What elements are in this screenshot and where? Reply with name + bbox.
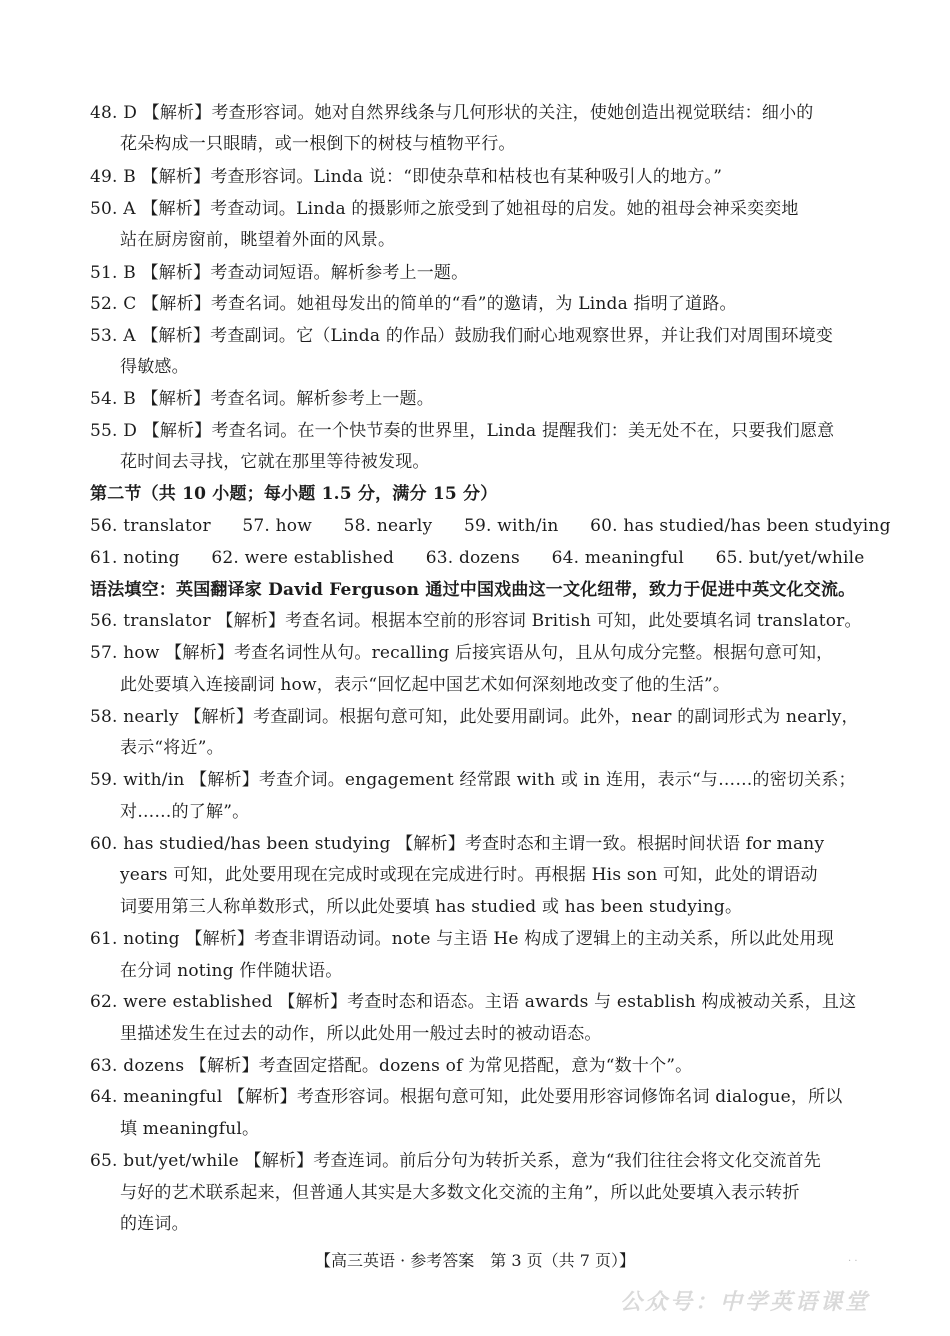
answer-65-short: 65. but/yet/while	[715, 548, 865, 568]
answer-55-line2: 花时间去寻找，它就在那里等待被发现。	[120, 452, 430, 472]
explanation-65-line3: 的连词。	[120, 1214, 189, 1234]
section-2-heading: 第二节（共 10 小题；每小题 1.5 分，满分 15 分）	[90, 484, 498, 504]
answer-52: 52. C 【解析】考查名词。她祖母发出的简单的“看”的邀请，为 Linda 指明了道路。	[90, 294, 737, 314]
answer-53-line2: 得敏感。	[120, 357, 189, 377]
explanation-64-line1: 64. meaningful 【解析】考查形容词。根据句意可知，此处要用形容词修饰名词 dialogue，所以	[90, 1087, 843, 1107]
answer-48-line1: 48. D 【解析】考查形容词。她对自然界线条与几何形状的关注，使她创造出视觉联结：细小的	[90, 103, 814, 123]
answer-64-short: 64. meaningful	[551, 548, 685, 568]
answers-row-1	[90, 515, 891, 537]
answer-50-line2: 站在厨房窗前，眺望着外面的风景。	[120, 230, 396, 250]
explanation-63: 63. dozens 【解析】考查固定搭配。dozens of 为常见搭配，意为“数十个”。	[90, 1056, 693, 1076]
answer-53-line1: 53. A 【解析】考查副词。它（Linda 的作品）鼓励我们耐心地观察世界，并让我们对周围环境变	[90, 326, 834, 346]
answer-55-line1: 55. D 【解析】考查名词。在一个快节奏的世界里，Linda 提醒我们：美无处不在，只要我们愿意	[90, 421, 835, 441]
explanation-58-line2: 表示“将近”。	[120, 738, 224, 758]
explanation-62-line2: 里描述发生在过去的动作，所以此处用一般过去时的被动语态。	[120, 1024, 602, 1044]
explanation-60-line2: years 可知，此处要用现在完成时或现在完成进行时。再根据 His son 可知，此处的谓语动	[120, 865, 818, 885]
footer-dots: · ·	[848, 1256, 858, 1267]
explanation-57-line1: 57. how 【解析】考查名词性从句。recalling 后接宾语从句，且从句成分完整。根据句意可知，	[90, 643, 834, 663]
answer-63-short: 63. dozens	[425, 548, 520, 568]
explanation-61-line1: 61. noting 【解析】考查非谓语动词。note 与主语 He 构成了逻辑上的主动关系，所以此处用现	[90, 929, 834, 949]
explanation-65-line1: 65. but/yet/while 【解析】考查连词。前后分句为转折关系，意为“我们往往会将文化交流首先	[90, 1151, 821, 1171]
answer-62-short: 62. were established	[211, 548, 395, 568]
watermark: 公众号：中学英语课堂	[619, 1290, 870, 1315]
explanation-65-line2: 与好的艺术联系起来，但普通人其实是大多数文化交流的主角”，所以此处要填入表示转折	[120, 1183, 800, 1203]
explanation-60-line3: 词要用第三人称单数形式，所以此处要填 has studied 或 has been studying。	[120, 897, 743, 917]
grammar-section-title: 语法填空：英国翻译家 David Ferguson 通过中国戏曲这一文化纽带，致力于促进中英文化交流。	[90, 580, 856, 600]
explanation-59-line1: 59. with/in 【解析】考查介词。engagement 经常跟 with 或 in 连用，表示“与……的密切关系；	[90, 770, 856, 790]
explanation-62-line1: 62. were established 【解析】考查时态和语态。主语 awards 与 establish 构成被动关系，且这	[90, 992, 857, 1012]
answer-58-short: 58. nearly	[343, 516, 433, 536]
answer-50-line1: 50. A 【解析】考查动词。Linda 的摄影师之旅受到了她祖母的启发。她的祖母会神采奕奕地	[90, 199, 799, 219]
explanation-59-line2: 对……的了解”。	[120, 802, 250, 822]
explanation-64-line2: 填 meaningful。	[120, 1119, 260, 1139]
answer-49: 49. B 【解析】考查形容词。Linda 说：“即使杂草和枯枝也有某种吸引人的地方。”	[90, 167, 723, 187]
explanation-58-line1: 58. nearly 【解析】考查副词。根据句意可知，此处要用副词。此外，near 的副词形式为 nearly，	[90, 707, 859, 727]
answer-60-short: 60. has studied/has been studying	[590, 516, 891, 536]
answer-54: 54. B 【解析】考查名词。解析参考上一题。	[90, 389, 434, 409]
answer-56-short: 56. translator	[90, 516, 211, 536]
answer-61-short: 61. noting	[90, 548, 180, 568]
answers-row-2	[90, 547, 870, 569]
explanation-57-line2: 此处要填入连接副词 how，表示“回忆起中国艺术如何深刻地改变了他的生活”。	[120, 675, 731, 695]
answer-48-line2: 花朵构成一只眼睛，或一根倒下的树枝与植物平行。	[120, 134, 516, 154]
answer-51: 51. B 【解析】考查动词短语。解析参考上一题。	[90, 263, 469, 283]
explanation-60-line1: 60. has studied/has been studying 【解析】考查时态和主谓一致。根据时间状语 for many	[90, 834, 825, 854]
explanation-61-line2: 在分词 noting 作伴随状语。	[120, 961, 343, 981]
answer-57-short: 57. how	[242, 516, 312, 536]
explanation-56: 56. translator 【解析】考查名词。根据本空前的形容词 British 可知，此处要填名词 translator。	[90, 611, 862, 631]
answer-59-short: 59. with/in	[463, 516, 559, 536]
page-footer: 【高三英语 · 参考答案 第 3 页（共 7 页）】	[315, 1251, 635, 1270]
